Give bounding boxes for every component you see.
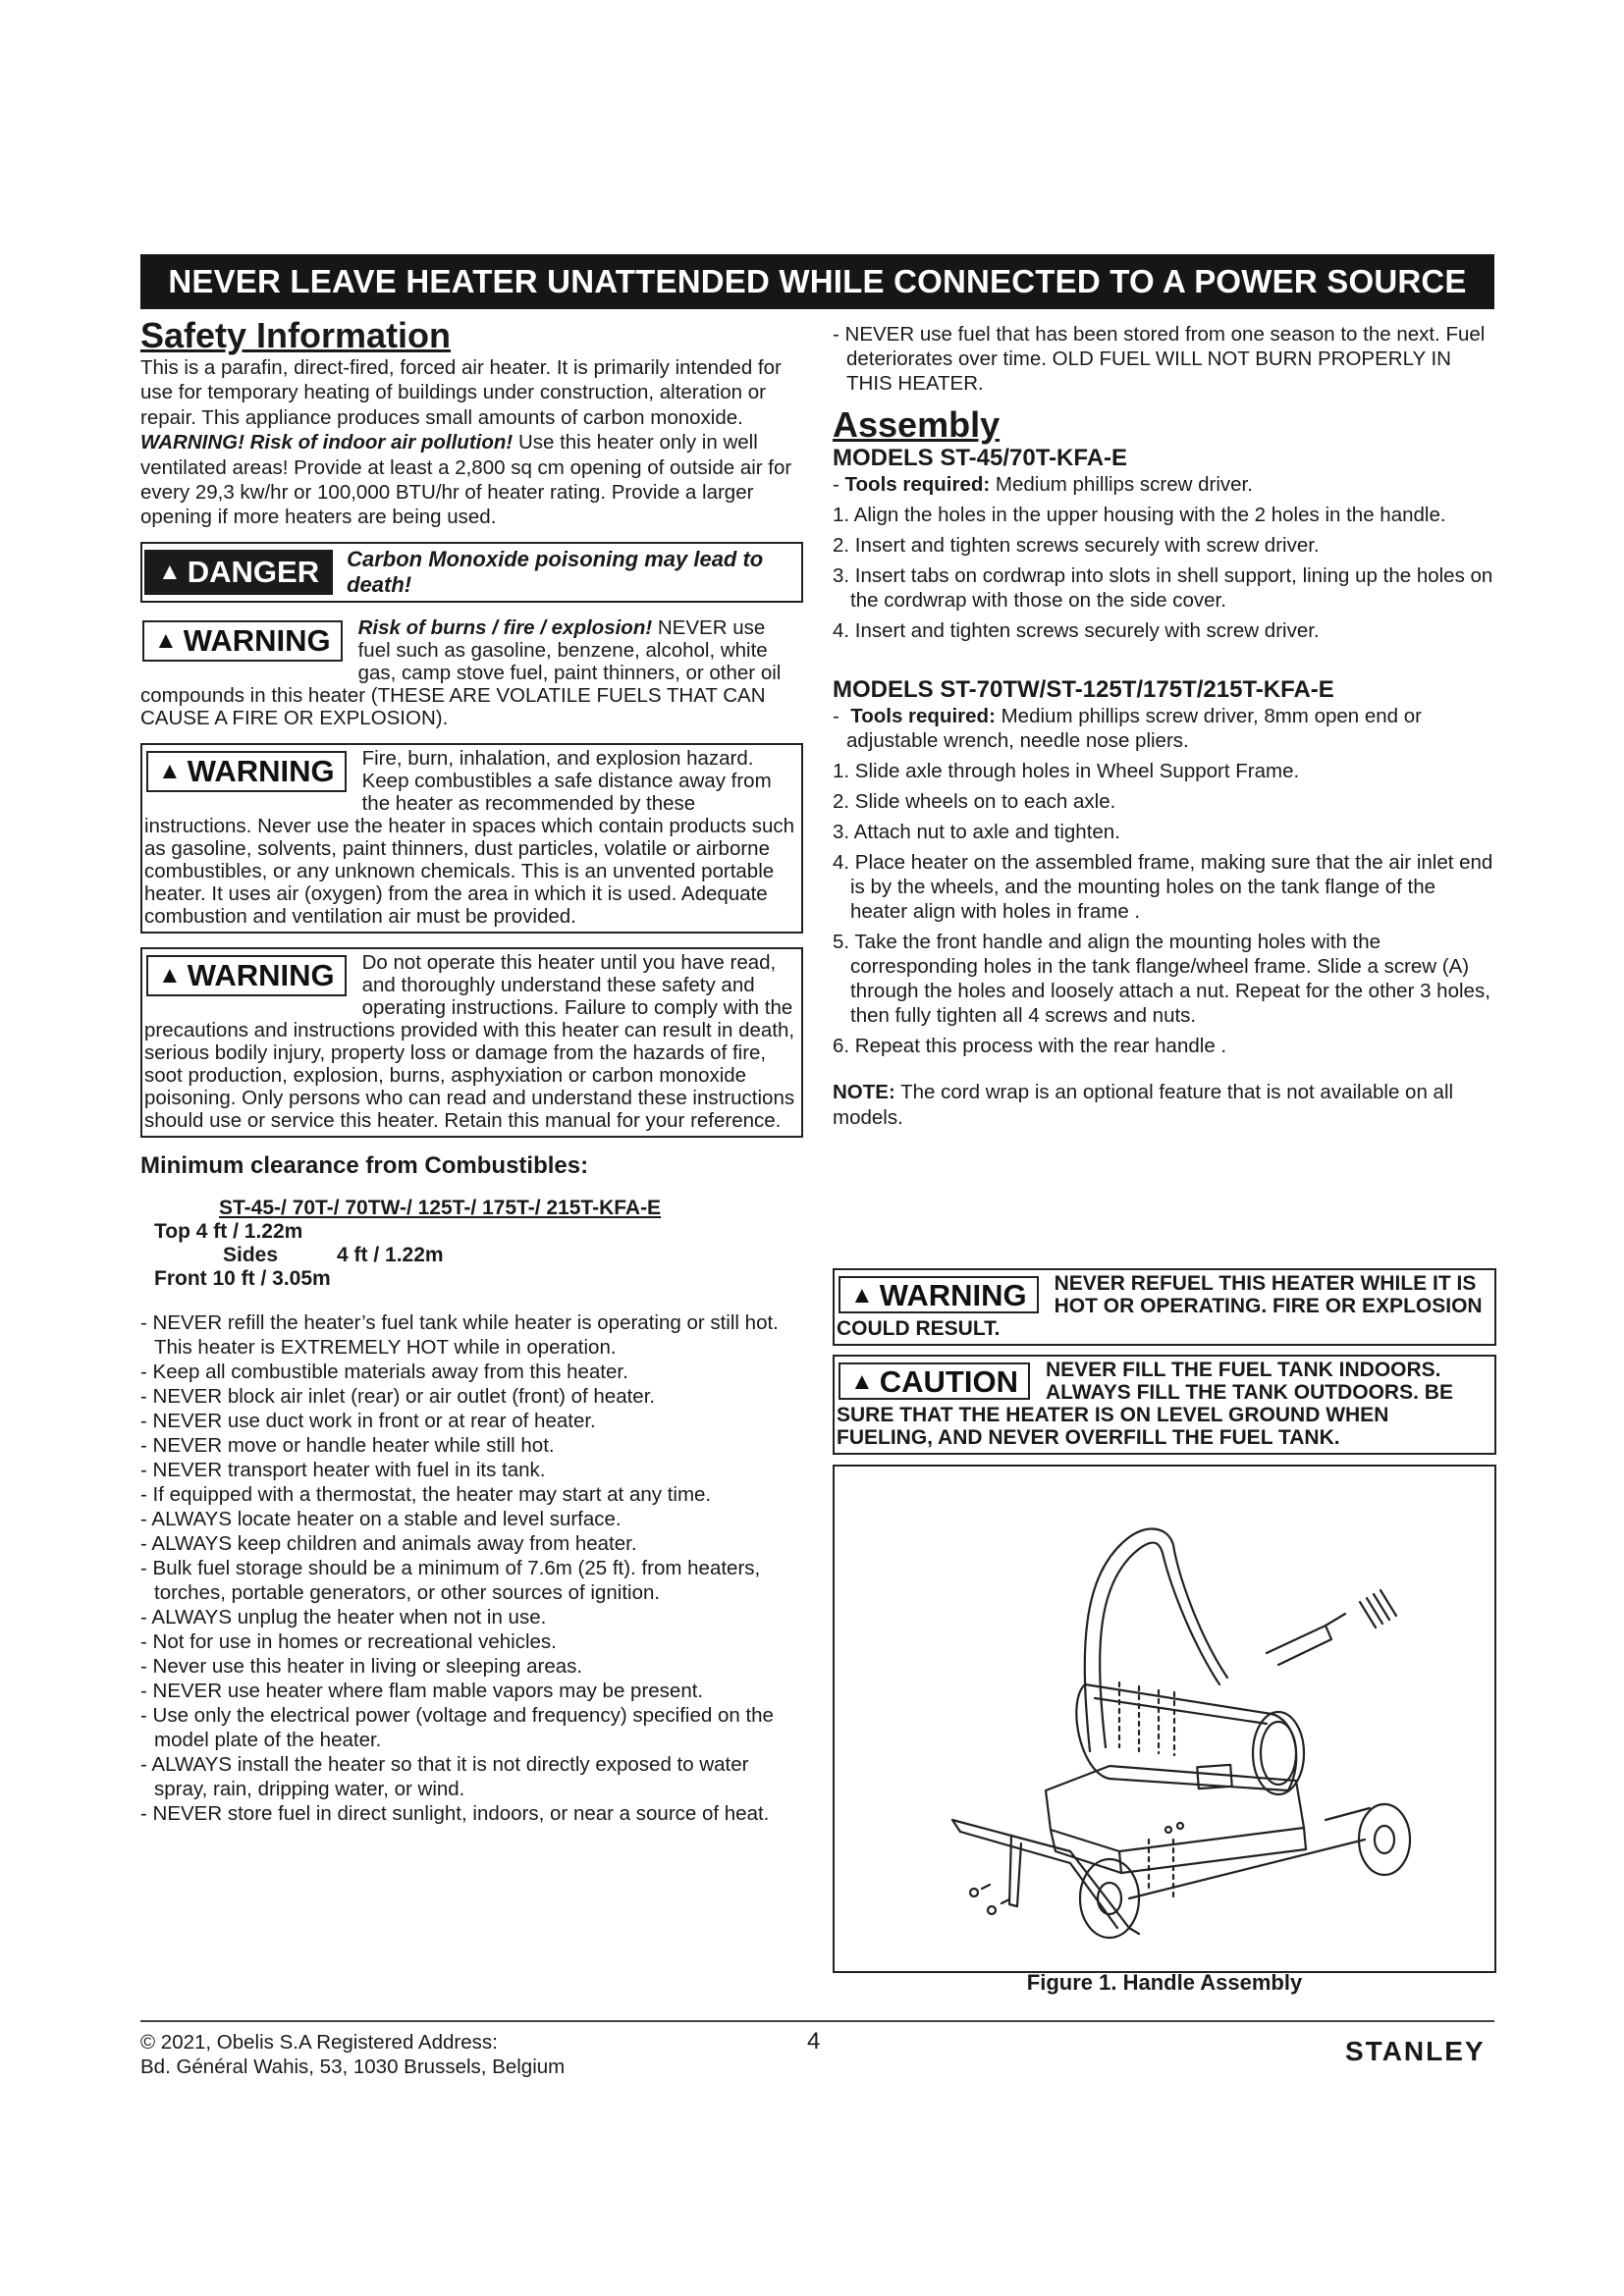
clearance-sides: Sides 4 ft / 1.22m <box>223 1243 444 1266</box>
warning-box-3: ▲ WARNING Do not operate this heater until you have read, and thoroughly understand these safety and operating instructions. Failure to comply with the precautions and instructions provided with this heater can result in death, serious bodily injury, property loss or damage from the hazards of fire, soot production, explosion, burns, asphyxiation or carbon monoxide poisoning. Only persons who can read and understand these instructions should use or service this heater. Retain this manual for your reference. <box>140 947 803 1138</box>
handle-assembly-figure <box>833 1465 1496 1973</box>
models1-title: MODELS ST-45/70T-KFA-E <box>833 445 1128 471</box>
models2-title: MODELS ST-70TW/ST-125T/175T/215T-KFA-E <box>833 676 1334 704</box>
fuel-caution-box: ▲ CAUTION NEVER FILL THE FUEL TANK INDOORS. ALWAYS FILL THE TANK OUTDOORS. BE SURE THAT THE HEATER IS ON LEVEL GROUND WHEN FUELING, AND NEVER OVERFILL THE FUEL TANK. <box>833 1355 1496 1455</box>
warning-triangle-icon: ▲ <box>850 1281 874 1308</box>
warning-badge: ▲ WARNING <box>146 751 347 792</box>
warning-badge: ▲ WARNING <box>839 1276 1039 1313</box>
clearance-title: Minimum clearance from Combustibles: <box>140 1151 589 1179</box>
assembly-step: 3. Attach nut to axle and tighten. <box>833 821 1120 844</box>
top-banner: NEVER LEAVE HEATER UNATTENDED WHILE CONNECTED TO A POWER SOURCE <box>140 254 1494 309</box>
rule-item: - Use only the electrical power (voltage and frequency) specified on the model plate of the heater. <box>140 1703 774 1751</box>
footer-address: © 2021, Obelis S.A Registered Address: Bd. Général Wahis, 53, 1030 Brussels, Belgium <box>140 2031 566 2078</box>
rule-item: - NEVER move or handle heater while still hot. <box>140 1433 555 1457</box>
heater-illustration <box>835 1467 1494 1971</box>
assembly-title: Assembly <box>833 404 1001 445</box>
rule-item: - Not for use in homes or recreational vehicles. <box>140 1629 557 1653</box>
rule-item: - NEVER use duct work in front or at rear of heater. <box>140 1409 596 1432</box>
assembly-step: 2. Slide wheels on to each axle. <box>833 790 1116 814</box>
refuel-warning-box: ▲ WARNING NEVER REFUEL THIS HEATER WHILE IT IS HOT OR OPERATING. FIRE OR EXPLOSION COULD RESULT. <box>833 1268 1496 1346</box>
rule-item: - NEVER use heater where flam mable vapors may be present. <box>140 1679 704 1702</box>
rule-item: - ALWAYS locate heater on a stable and level surface. <box>140 1507 622 1530</box>
assembly-step: 6. Repeat this process with the rear handle . <box>833 1035 1227 1058</box>
assembly-step: 1. Align the holes in the upper housing with the 2 holes in the handle. <box>833 504 1446 527</box>
rules-list <box>140 1310 803 1826</box>
rule-item: - NEVER transport heater with fuel in its tank. <box>140 1458 546 1481</box>
warning-triangle-icon: ▲ <box>158 758 182 785</box>
rule-item: - ALWAYS install the heater so that it is not directly exposed to water spray, rain, dripping water, or wind. <box>140 1752 749 1800</box>
warning-badge: ▲ WARNING <box>142 620 343 662</box>
tools2: - Tools required: Medium phillips screw driver, 8mm open end or adjustable wrench, needle nose pliers. <box>833 705 1423 753</box>
stanley-logo: STANLEY <box>1345 2036 1486 2066</box>
danger-badge: ▲ DANGER <box>144 550 333 595</box>
warning-triangle-icon: ▲ <box>158 962 182 989</box>
rule-item: - NEVER block air inlet (rear) or air outlet (front) of heater. <box>140 1384 656 1408</box>
danger-text: Carbon Monoxide poisoning may lead to death! <box>347 546 764 597</box>
warning-triangle-icon: ▲ <box>850 1367 874 1395</box>
warning-badge: ▲ WARNING <box>146 955 347 996</box>
note: NOTE: The cord wrap is an optional feature that is not available on all models. <box>833 1081 1454 1129</box>
rule-item: - ALWAYS unplug the heater when not in use. <box>140 1605 547 1629</box>
rule-item: - ALWAYS keep children and animals away from heater. <box>140 1531 637 1555</box>
tools1: - Tools required: Medium phillips screw driver. <box>833 473 1253 496</box>
rule-item: - If equipped with a thermostat, the heater may start at any time. <box>140 1482 712 1506</box>
left-column <box>140 316 803 1826</box>
clearance-top: Top 4 ft / 1.22m <box>154 1219 303 1243</box>
page-number: 4 <box>807 2028 821 2055</box>
footer-divider <box>140 2020 1494 2022</box>
assembly-step: 1. Slide axle through holes in Wheel Support Frame. <box>833 760 1300 783</box>
assembly-step: 3. Insert tabs on cordwrap into slots in shell support, lining up the holes on the cordwrap with those on the side cover. <box>833 564 1493 613</box>
warning-box-1: ▲ WARNING Risk of burns / fire / explosion! NEVER use fuel such as gasoline, benzene, alcohol, white gas, camp stove fuel, paint thinners, or other oil compounds in this heater (THESE ARE VOLATILE FUELS THAT CAN CAUSE A FIRE OR EXPLOSION). <box>140 615 782 729</box>
right-column <box>833 322 1496 1130</box>
rule-item: - Never use this heater in living or sleeping areas. <box>140 1654 583 1678</box>
caution-badge: ▲ CAUTION <box>839 1362 1030 1400</box>
fuel-storage-note: - NEVER use fuel that has been stored from one season to the next. Fuel deteriorates over time. OLD FUEL WILL NOT BURN PROPERLY IN THIS HEATER. <box>833 323 1486 395</box>
warning-triangle-icon: ▲ <box>154 627 178 655</box>
steps1-list <box>833 503 1496 643</box>
rule-item: - NEVER store fuel in direct sunlight, indoors, or near a source of heat. <box>140 1801 770 1825</box>
danger-box <box>140 542 803 603</box>
clearance-models: ST-45-/ 70T-/ 70TW-/ 125T-/ 175T-/ 215T-KFA-E <box>219 1196 662 1219</box>
assembly-step: 4. Insert and tighten screws securely with screw driver. <box>833 619 1320 643</box>
rule-item: - NEVER refill the heater’s fuel tank while heater is operating or still hot. This heater is EXTREMELY HOT while in operation. <box>140 1310 779 1359</box>
warning-box-2: ▲ WARNING Fire, burn, inhalation, and explosion hazard. Keep combustibles a safe distance away from the heater as recommended by these instructions. Never use the heater in spaces which contain products such as gasoline, solvents, paint thinners, dust particles, volatile or airborne combustibles, or any unknown chemicals. This is an unvented portable heater. It uses air (oxygen) from the area in which it is used. Adequate combustion and ventilation air must be provided. <box>140 743 803 934</box>
assembly-step: 5. Take the front handle and align the mounting holes with the corresponding holes in the tank flange/wheel frame. Slide a screw (A) through the holes and loosely attach a nut. Repeat for the other 3 holes, then fully tighten all 4 screws and nuts. <box>833 931 1490 1028</box>
clearance-table <box>140 1197 803 1291</box>
assembly-step: 2. Insert and tighten screws securely with screw driver. <box>833 534 1320 558</box>
rule-item: - Bulk fuel storage should be a minimum of 7.6m (25 ft). from heaters, torches, portable generators, or other sources of ignition. <box>140 1556 761 1604</box>
steps2-list <box>833 759 1496 1058</box>
clearance-front: Front 10 ft / 3.05m <box>154 1266 331 1290</box>
safety-title: Safety Information <box>140 315 452 355</box>
safety-intro: This is a parafin, direct-fired, forced air heater. It is primarily intended for use for temporary heating of buildings under construction, alteration or repair. This appliance produces small amounts of carbon monoxide. WARNING! Risk of indoor air pollution! Use this heater only in well ventilated areas! Provide at least a 2,800 sq cm opening of outside air for every 29,3 kw/hr or 100,000 BTU/hr of heater rating. Provide a larger opening if more heaters are being used. <box>140 356 792 529</box>
assembly-step: 4. Place heater on the assembled frame, making sure that the air inlet end is by the wheels, and the mounting holes on the tank flange of the heater align with holes in frame . <box>833 851 1493 924</box>
warning-triangle-icon: ▲ <box>158 558 182 585</box>
figure-caption: Figure 1. Handle Assembly <box>1026 1970 1303 1995</box>
rule-item: - Keep all combustible materials away from this heater. <box>140 1360 628 1383</box>
